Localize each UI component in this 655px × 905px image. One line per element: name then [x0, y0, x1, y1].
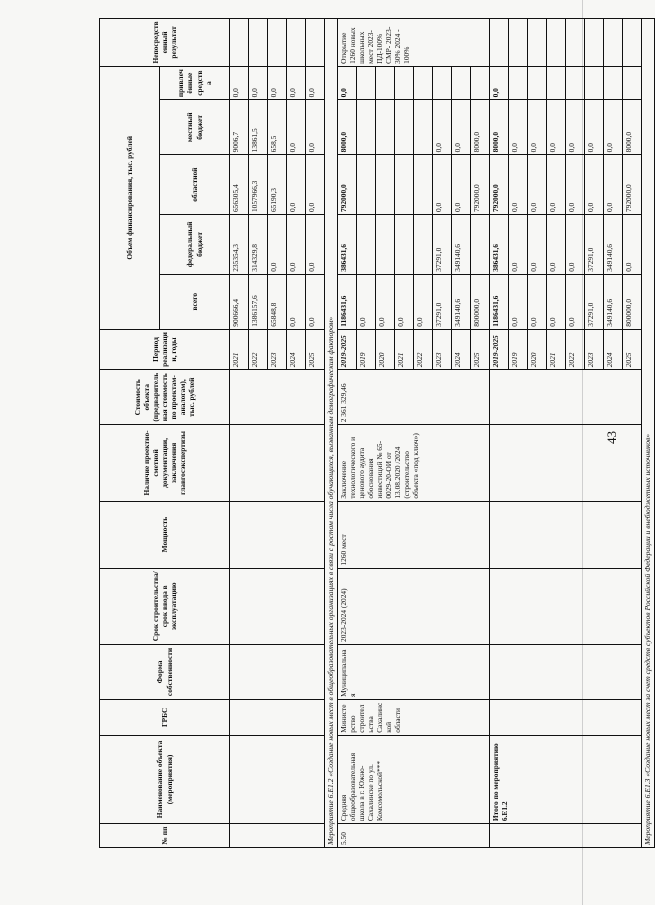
local-cell — [376, 100, 395, 155]
total-cell: 0,0 — [414, 274, 433, 329]
total-cell: 0,0 — [528, 274, 547, 329]
local-cell: 0,0 — [604, 100, 623, 155]
federal-cell: 37291,0 — [585, 215, 604, 275]
other-cell — [395, 66, 414, 100]
federal-cell: 37291,0 — [433, 215, 452, 275]
total-cell: 1186431,6 — [490, 274, 509, 329]
header-regional: областной — [160, 155, 230, 215]
grbs-cell: Министерство строительства Сахалинской области — [338, 699, 490, 735]
header-term: Срок строительства/ срок ввода в эксплуатацию — [100, 568, 230, 644]
other-cell — [604, 66, 623, 100]
total-cell: 349140,6 — [604, 274, 623, 329]
local-cell: 0,0 — [306, 100, 325, 155]
result-cell — [249, 19, 268, 67]
docs-cell: Заключение технологического и ценового аудита обоснования инвестиций № 65-0029-20-ОИ от 13.08.2020 /2024 (строительство объекта «под ключ») — [338, 425, 490, 501]
federal-cell: 0,0 — [509, 215, 528, 275]
empty-cell — [230, 735, 325, 823]
table-row — [338, 19, 357, 848]
empty-cell — [230, 644, 325, 699]
regional-cell: 0,0 — [509, 155, 528, 215]
local-cell: 0,0 — [433, 100, 452, 155]
other-cell — [376, 66, 395, 100]
empty-cell — [490, 501, 642, 568]
result-cell — [566, 19, 585, 67]
header-name: Наименование объекта (мероприятия) — [100, 735, 230, 823]
result-cell — [604, 19, 623, 67]
local-cell: 8000,0 — [623, 100, 642, 155]
result-cell — [585, 19, 604, 67]
empty-cell — [230, 699, 325, 735]
other-cell — [414, 66, 433, 100]
regional-cell: 65190,3 — [268, 155, 287, 215]
header-row — [100, 19, 160, 848]
total-label: Итого по мероприятию 6.Е1.2 — [490, 735, 642, 823]
regional-cell: 0,0 — [452, 155, 471, 215]
federal-cell: 0,0 — [623, 215, 642, 275]
empty-cell — [490, 568, 642, 644]
federal-cell — [414, 215, 433, 275]
federal-cell: 0,0 — [268, 215, 287, 275]
header-ownership: Форма собственности — [100, 644, 230, 699]
local-cell: 0,0 — [452, 100, 471, 155]
other-cell — [528, 66, 547, 100]
federal-cell: 235354,3 — [230, 215, 249, 275]
total-cell: 0,0 — [287, 274, 306, 329]
header-no: № пп — [100, 824, 230, 848]
header-funding: Объем финансирования, тыс. рублей — [100, 66, 160, 329]
header-period: Период реализации, годы — [100, 329, 230, 370]
empty-cell — [490, 644, 642, 699]
term-cell: 2023-2024 (2024) — [338, 568, 490, 644]
other-cell: 0,0 — [268, 66, 287, 100]
other-cell — [566, 66, 585, 100]
period-cell: 2019 — [509, 329, 528, 370]
empty-cell — [490, 699, 642, 735]
regional-cell: 0,0 — [528, 155, 547, 215]
regional-cell: 0,0 — [287, 155, 306, 215]
total-cell: 0,0 — [395, 274, 414, 329]
result-cell — [306, 19, 325, 67]
federal-cell: 0,0 — [528, 215, 547, 275]
local-cell: 8000,0 — [338, 100, 357, 155]
empty-cell — [230, 824, 325, 848]
header-cost: Стоимость объекта (предварительная стоимость по проектам-аналогам), тыс. рублей — [100, 370, 230, 425]
table-wrapper — [99, 18, 652, 848]
federal-cell: 0,0 — [306, 215, 325, 275]
federal-cell: 349140,6 — [604, 215, 623, 275]
total-cell: 800000,0 — [471, 274, 490, 329]
local-cell: 0,0 — [547, 100, 566, 155]
regional-cell: 0,0 — [433, 155, 452, 215]
federal-cell — [357, 215, 376, 275]
local-cell: 658,5 — [268, 100, 287, 155]
header-local: местный бюджет — [160, 100, 230, 155]
empty-cell — [230, 425, 325, 501]
empty-cell — [490, 370, 642, 425]
local-cell: 0,0 — [287, 100, 306, 155]
period-cell: 2021 — [230, 329, 249, 370]
header-total: всего — [160, 274, 230, 329]
local-cell: 8000,0 — [490, 100, 509, 155]
period-cell: 2024 — [452, 329, 471, 370]
federal-cell: 0,0 — [287, 215, 306, 275]
federal-cell — [395, 215, 414, 275]
regional-cell — [376, 155, 395, 215]
federal-cell: 314329,8 — [249, 215, 268, 275]
regional-cell: 0,0 — [566, 155, 585, 215]
header-federal: федеральный бюджет — [160, 215, 230, 275]
period-cell: 2022 — [414, 329, 433, 370]
federal-cell: 349140,6 — [452, 215, 471, 275]
table-row — [230, 19, 249, 848]
local-cell: 0,0 — [528, 100, 547, 155]
federal-cell: 0,0 — [547, 215, 566, 275]
period-cell: 2021 — [395, 329, 414, 370]
ownership-cell: Муниципальная — [338, 644, 490, 699]
other-cell: 0,0 — [338, 66, 357, 100]
local-cell: 8000,0 — [471, 100, 490, 155]
regional-cell: 0,0 — [604, 155, 623, 215]
result-cell — [623, 19, 642, 67]
federal-cell: 386431,6 — [490, 215, 509, 275]
other-cell: 0,0 — [306, 66, 325, 100]
local-cell: 0,0 — [509, 100, 528, 155]
total-cell: 0,0 — [357, 274, 376, 329]
period-cell: 2019-2025 — [338, 329, 357, 370]
result-cell: Открытие 1260 новых школьных мест 2023- ПД-100% СМР- 2023- 30% 2024 - 100% — [338, 19, 490, 67]
empty-cell — [490, 425, 642, 501]
total-cell: 0,0 — [376, 274, 395, 329]
capacity-cell: 1260 мест — [338, 501, 490, 568]
section-title-e12: Мероприятие 6.Е1.2 «Создание новых мест в общеобразовательных организациях в связи с ростом числа обучающихся, вызванным демографическим фактором» — [325, 19, 338, 848]
federal-cell — [376, 215, 395, 275]
federal-cell: 0,0 — [566, 215, 585, 275]
result-cell — [230, 19, 249, 67]
local-cell: 0,0 — [566, 100, 585, 155]
empty-cell — [490, 824, 642, 848]
regional-cell: 656305,4 — [230, 155, 249, 215]
regional-cell: 0,0 — [585, 155, 604, 215]
empty-cell — [230, 568, 325, 644]
total-cell: 349140,6 — [452, 274, 471, 329]
result-cell — [547, 19, 566, 67]
total-cell: 0,0 — [566, 274, 585, 329]
other-cell: 0,0 — [249, 66, 268, 100]
other-cell — [547, 66, 566, 100]
cost-cell: 2 361 329,46 — [338, 370, 490, 425]
total-cell: 0,0 — [547, 274, 566, 329]
other-cell: 0,0 — [490, 66, 509, 100]
empty-cell — [230, 370, 325, 425]
result-cell — [287, 19, 306, 67]
section-row — [642, 19, 655, 848]
total-cell: 65848,8 — [268, 274, 287, 329]
result-cell — [490, 19, 509, 67]
period-cell: 2020 — [376, 329, 395, 370]
period-cell: 2020 — [528, 329, 547, 370]
section-row — [325, 19, 338, 848]
regional-cell: 0,0 — [306, 155, 325, 215]
empty-cell — [230, 501, 325, 568]
other-cell — [623, 66, 642, 100]
local-cell — [357, 100, 376, 155]
header-capacity: Мощность — [100, 501, 230, 568]
other-cell — [585, 66, 604, 100]
regional-cell: 792000,0 — [471, 155, 490, 215]
regional-cell: 792000,0 — [623, 155, 642, 215]
local-cell — [414, 100, 433, 155]
regional-cell: 0,0 — [547, 155, 566, 215]
period-cell: 2021 — [547, 329, 566, 370]
total-cell: 900666,4 — [230, 274, 249, 329]
local-cell: 0,0 — [585, 100, 604, 155]
period-cell: 2024 — [604, 329, 623, 370]
period-cell: 2019-2025 — [490, 329, 509, 370]
regional-cell: 792000,0 — [490, 155, 509, 215]
period-cell: 2023 — [433, 329, 452, 370]
header-grbs: ГРБС — [100, 699, 230, 735]
other-cell — [452, 66, 471, 100]
header-other: привлечённые средства — [160, 66, 230, 100]
period-cell: 2025 — [623, 329, 642, 370]
local-cell — [395, 100, 414, 155]
period-cell: 2024 — [287, 329, 306, 370]
total-cell: 37291,0 — [585, 274, 604, 329]
period-cell: 2023 — [585, 329, 604, 370]
other-cell — [433, 66, 452, 100]
result-cell — [268, 19, 287, 67]
local-cell: 9006,7 — [230, 100, 249, 155]
federal-cell: 386431,6 — [338, 215, 357, 275]
regional-cell — [357, 155, 376, 215]
header-result: Непосредственный результат — [100, 19, 230, 67]
total-cell: 37291,0 — [433, 274, 452, 329]
other-cell — [471, 66, 490, 100]
total-cell: 1386157,6 — [249, 274, 268, 329]
object-name: Средняя общеобразовательная школа в г. Южно-Сахалинске по ул. Комсомольской*** — [338, 735, 490, 823]
total-cell: 0,0 — [509, 274, 528, 329]
period-cell: 2023 — [268, 329, 287, 370]
result-cell — [509, 19, 528, 67]
section-title-e13: Мероприятие 6.Е1.3 «Создание новых мест за счет средств субъектов Российской Федерации и внебюджетных источников» — [642, 19, 655, 848]
total-cell: 800000,0 — [623, 274, 642, 329]
table-row — [490, 19, 509, 848]
regional-cell: 1057966,3 — [249, 155, 268, 215]
page-number: 43 — [604, 431, 619, 444]
financing-table — [99, 18, 655, 848]
period-cell: 2022 — [249, 329, 268, 370]
item-number: 5.50 — [338, 824, 490, 848]
other-cell: 0,0 — [287, 66, 306, 100]
period-cell: 2025 — [471, 329, 490, 370]
total-cell: 1186431,6 — [338, 274, 357, 329]
period-cell: 2019 — [357, 329, 376, 370]
other-cell: 0,0 — [230, 66, 249, 100]
period-cell: 2022 — [566, 329, 585, 370]
regional-cell: 792000,0 — [338, 155, 357, 215]
regional-cell — [395, 155, 414, 215]
regional-cell — [414, 155, 433, 215]
header-docs: Наличие проектно-сметной документации, заключения главгосэкспертизы — [100, 425, 230, 501]
other-cell — [509, 66, 528, 100]
local-cell: 13861,5 — [249, 100, 268, 155]
other-cell — [357, 66, 376, 100]
total-cell: 0,0 — [306, 274, 325, 329]
period-cell: 2025 — [306, 329, 325, 370]
federal-cell — [471, 215, 490, 275]
result-cell — [528, 19, 547, 67]
